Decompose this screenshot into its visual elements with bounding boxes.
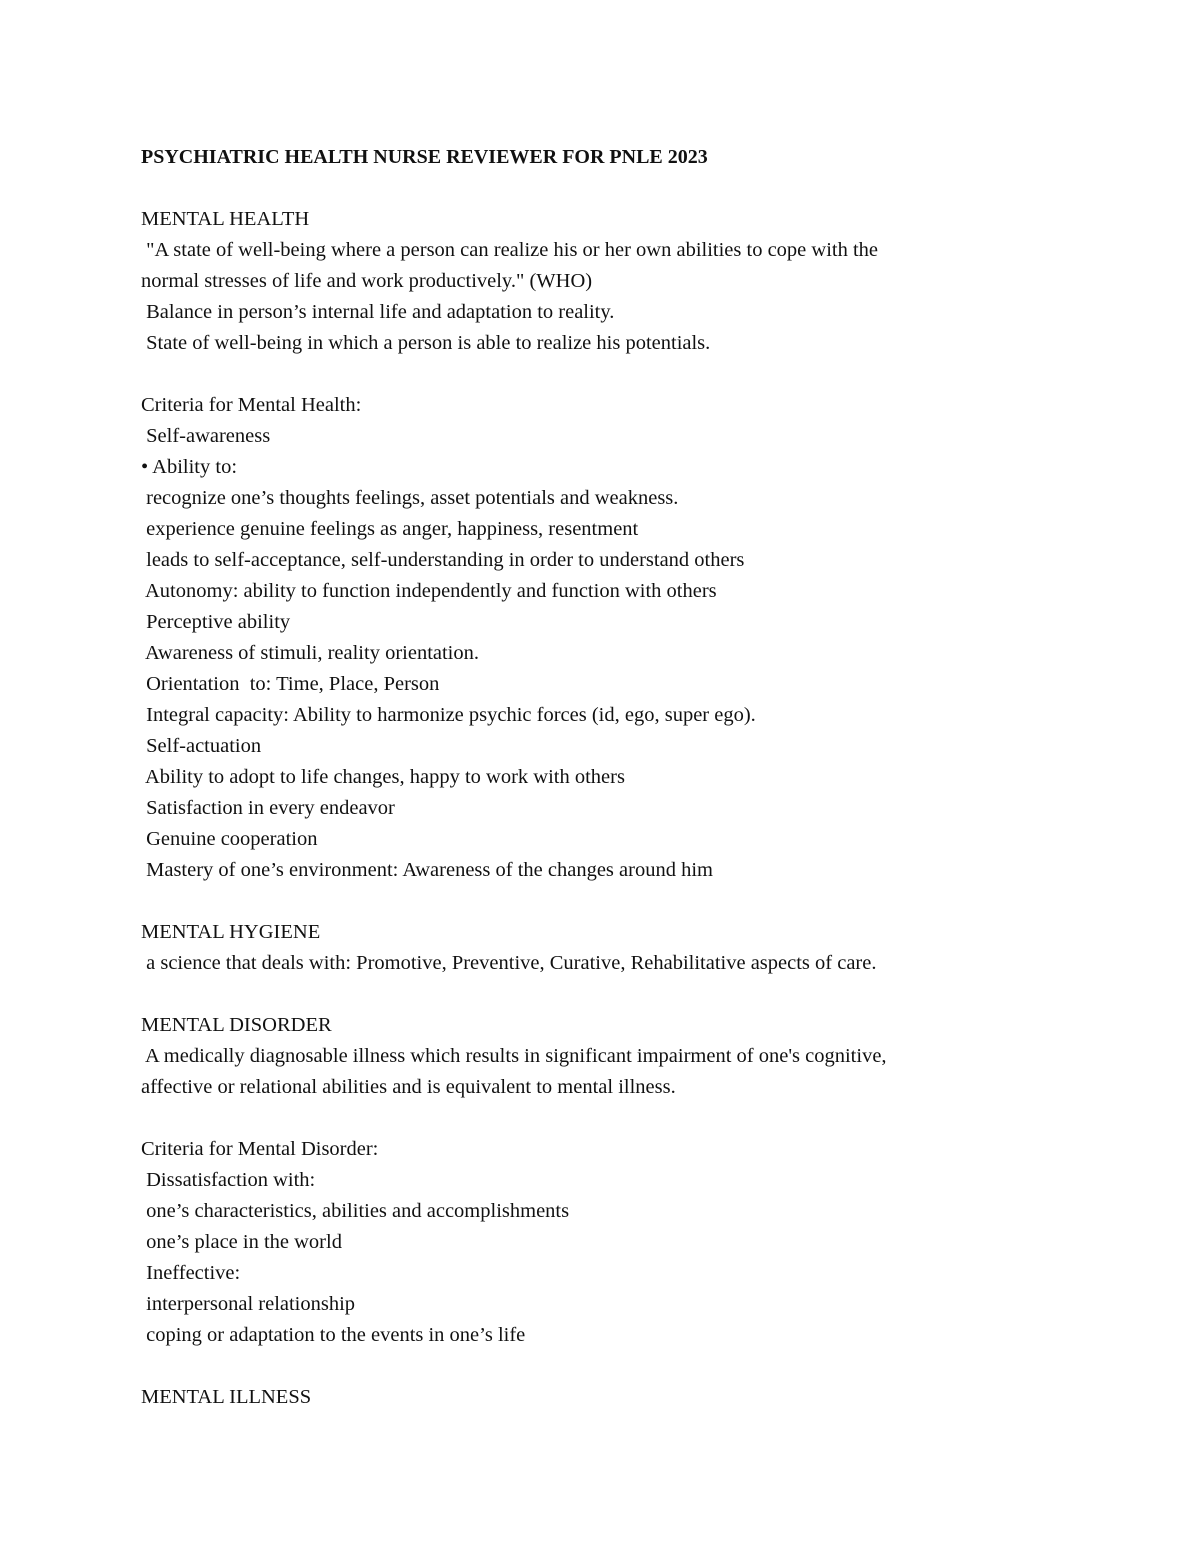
document-section	[141, 204, 1041, 359]
document-title: PSYCHIATRIC HEALTH NURSE REVIEWER FOR PNLE 2023	[141, 146, 708, 168]
paragraph-spacer	[141, 1351, 1041, 1382]
section-text-line: leads to self-acceptance, self-understanding in order to understand others	[141, 549, 745, 571]
document-section	[141, 1134, 1041, 1351]
section-text-line: Dissatisfaction with:	[141, 1169, 316, 1191]
section-text-line: Genuine cooperation	[141, 828, 318, 850]
section-text-line: Ability to adopt to life changes, happy to work with others	[141, 766, 625, 788]
section-text-line: one’s place in the world	[141, 1231, 342, 1253]
section-text-line: coping or adaptation to the events in one’s life	[141, 1324, 526, 1346]
section-text-line: Autonomy: ability to function independently and function with others	[141, 580, 717, 602]
section-text-line: Self-actuation	[141, 735, 262, 757]
paragraph-spacer	[141, 1103, 1041, 1134]
section-text-line: one’s characteristics, abilities and accomplishments	[141, 1200, 570, 1222]
section-text-line: normal stresses of life and work productively." (WHO)	[141, 270, 593, 292]
section-heading-line: Criteria for Mental Health:	[141, 394, 362, 416]
document-section	[141, 390, 1041, 886]
section-heading-line: MENTAL HEALTH	[141, 208, 310, 230]
document-section	[141, 1010, 1041, 1103]
section-text-line: interpersonal relationship	[141, 1293, 356, 1315]
document-section	[141, 917, 1041, 979]
section-text-line: affective or relational abilities and is equivalent to mental illness.	[141, 1076, 676, 1098]
section-text-line: A medically diagnosable illness which results in significant impairment of one's cognitive,	[141, 1045, 887, 1067]
section-heading-line: Criteria for Mental Disorder:	[141, 1138, 379, 1160]
section-heading-line: MENTAL HYGIENE	[141, 921, 321, 943]
section-text-line: recognize one’s thoughts feelings, asset potentials and weakness.	[141, 487, 679, 509]
section-text-line: Perceptive ability	[141, 611, 291, 633]
section-text-line: Mastery of one’s environment: Awareness of the changes around him	[141, 859, 713, 881]
document-body	[141, 142, 1041, 1413]
section-text-line: a science that deals with: Promotive, Preventive, Curative, Rehabilitative aspects of care.	[141, 952, 877, 974]
paragraph-spacer	[141, 886, 1041, 917]
paragraph-spacer	[141, 173, 1041, 204]
paragraph-spacer	[141, 359, 1041, 390]
section-text-line: • Ability to:	[141, 456, 238, 478]
section-text-line: Awareness of stimuli, reality orientation.	[141, 642, 479, 664]
section-text-line: State of well-being in which a person is able to realize his potentials.	[141, 332, 711, 354]
section-text-line: Integral capacity: Ability to harmonize psychic forces (id, ego, super ego).	[141, 704, 756, 726]
section-text-line: Ineffective:	[141, 1262, 241, 1284]
paragraph-spacer	[141, 979, 1041, 1010]
document-section	[141, 1382, 1041, 1413]
section-text-line: Balance in person’s internal life and adaptation to reality.	[141, 301, 615, 323]
section-text-line: Satisfaction in every endeavor	[141, 797, 395, 819]
section-text-line: Self-awareness	[141, 425, 271, 447]
section-heading-line: MENTAL ILLNESS	[141, 1386, 312, 1408]
section-text-line: "A state of well-being where a person can realize his or her own abilities to cope with the	[141, 239, 879, 261]
section-text-line: experience genuine feelings as anger, happiness, resentment	[141, 518, 639, 540]
section-text-line: Orientation to: Time, Place, Person	[141, 673, 440, 695]
section-heading-line: MENTAL DISORDER	[141, 1014, 332, 1036]
